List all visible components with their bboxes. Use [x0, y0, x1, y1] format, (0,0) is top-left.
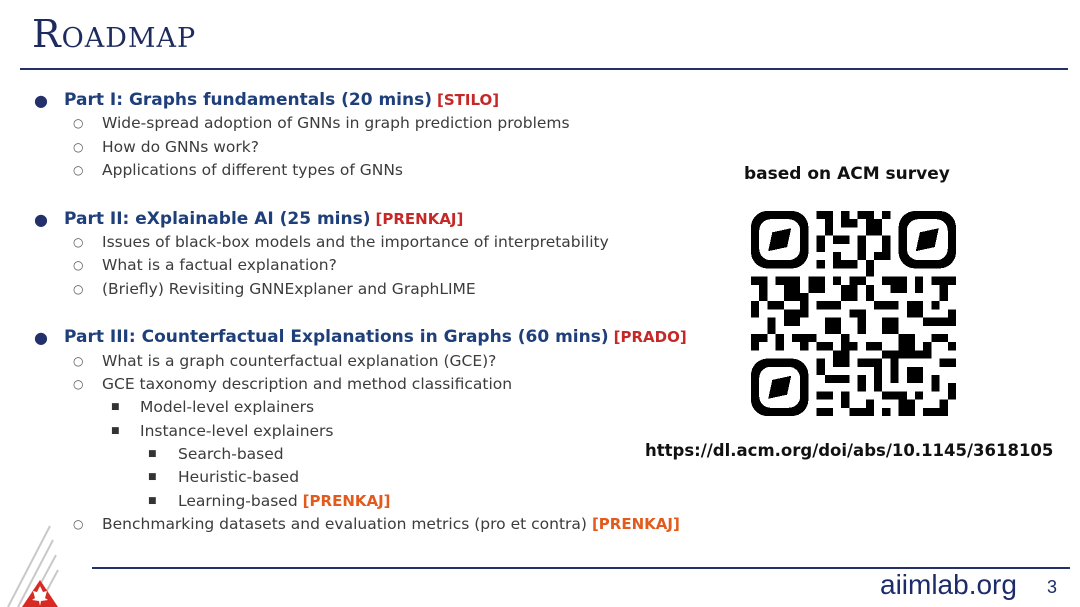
- list-item-text: (Briefly) Revisiting GNNExplaner and GraphLIME: [102, 279, 476, 298]
- list-item: [0, 112, 720, 135]
- list-item-text: What is a factual explanation?: [102, 256, 337, 275]
- list-item: [0, 513, 720, 536]
- sub-sub-list-item: [0, 466, 720, 489]
- circle-bullet-icon: ○: [73, 139, 84, 154]
- list-item-text: Benchmarking datasets and evaluation metrics (pro et contra): [102, 515, 587, 534]
- list-item-text: How do GNNs work?: [102, 137, 259, 156]
- circle-bullet-icon: ○: [73, 281, 84, 296]
- qr-code-icon[interactable]: [751, 211, 956, 416]
- square-bullet-icon: ■: [148, 449, 157, 460]
- circle-bullet-icon: ○: [73, 517, 84, 532]
- title-divider: [20, 68, 1068, 70]
- part-heading: [0, 326, 720, 349]
- section-spacer: [0, 301, 720, 326]
- part-heading: [0, 208, 720, 231]
- list-item-text: Applications of different types of GNNs: [102, 161, 404, 180]
- circle-bullet-icon: ○: [73, 116, 84, 131]
- sub-list-item-text: Model-level explainers: [140, 398, 315, 417]
- maple-leaf-triangle-logo-icon: [0, 522, 95, 607]
- bullet-icon: ●: [34, 209, 48, 229]
- roadmap-outline: [0, 89, 720, 537]
- part-title: Part III: Counterfactual Explanations in Graphs (60 mins): [64, 327, 609, 348]
- circle-bullet-icon: ○: [73, 258, 84, 273]
- presenter-tag: [PRENKAJ]: [591, 515, 680, 534]
- square-bullet-icon: ■: [111, 402, 120, 413]
- list-item: [0, 373, 720, 396]
- bullet-icon: ●: [34, 328, 48, 348]
- circle-bullet-icon: ○: [73, 376, 84, 391]
- bullet-icon: ●: [34, 91, 48, 110]
- list-item: [0, 278, 720, 301]
- list-item: [0, 254, 720, 277]
- square-bullet-icon: ■: [148, 495, 157, 506]
- survey-url-link[interactable]: https://dl.acm.org/doi/abs/10.1145/3618105: [645, 441, 1054, 460]
- presenter-tag: [PRENKAJ]: [375, 209, 464, 228]
- section-spacer: [0, 183, 720, 208]
- list-item-text: What is a graph counterfactual explanation (GCE)?: [102, 351, 497, 370]
- list-item-text: Wide-spread adoption of GNNs in graph prediction problems: [102, 114, 570, 133]
- sub-list-item: [0, 396, 720, 419]
- circle-bullet-icon: ○: [73, 163, 84, 178]
- list-item: [0, 231, 720, 254]
- list-item-text: GCE taxonomy description and method classification: [102, 374, 513, 393]
- qr-caption: based on ACM survey: [744, 164, 950, 184]
- slide-title: Roadmap: [32, 12, 197, 56]
- circle-bullet-icon: ○: [73, 353, 84, 368]
- presenter-tag: [PRENKAJ]: [302, 491, 391, 510]
- square-bullet-icon: ■: [111, 425, 120, 436]
- presenter-tag: [STILO]: [437, 91, 500, 109]
- square-bullet-icon: ■: [148, 472, 157, 483]
- part-title: Part II: eXplainable AI (25 mins): [64, 208, 371, 229]
- sub-sub-list-item: [0, 443, 720, 466]
- list-item: [0, 136, 720, 159]
- list-item: [0, 159, 720, 182]
- sub-list-item: [0, 420, 720, 443]
- list-item: [0, 350, 720, 373]
- sub-sub-list-item-text: Learning-based: [178, 491, 298, 510]
- sub-sub-list-item-text: Search-based: [178, 445, 284, 464]
- sub-sub-list-item: [0, 490, 720, 513]
- circle-bullet-icon: ○: [73, 234, 84, 249]
- sub-sub-list-item-text: Heuristic-based: [178, 468, 300, 487]
- part-heading: [0, 89, 720, 112]
- list-item-text: Issues of black-box models and the importance of interpretability: [102, 232, 609, 251]
- site-url-link[interactable]: aiimlab.org: [880, 569, 1017, 600]
- presenter-tag: [PRADO]: [613, 328, 687, 347]
- sub-list-item-text: Instance-level explainers: [140, 421, 334, 440]
- page-number: 3: [1047, 577, 1058, 597]
- part-title: Part I: Graphs fundamentals (20 mins): [64, 90, 432, 110]
